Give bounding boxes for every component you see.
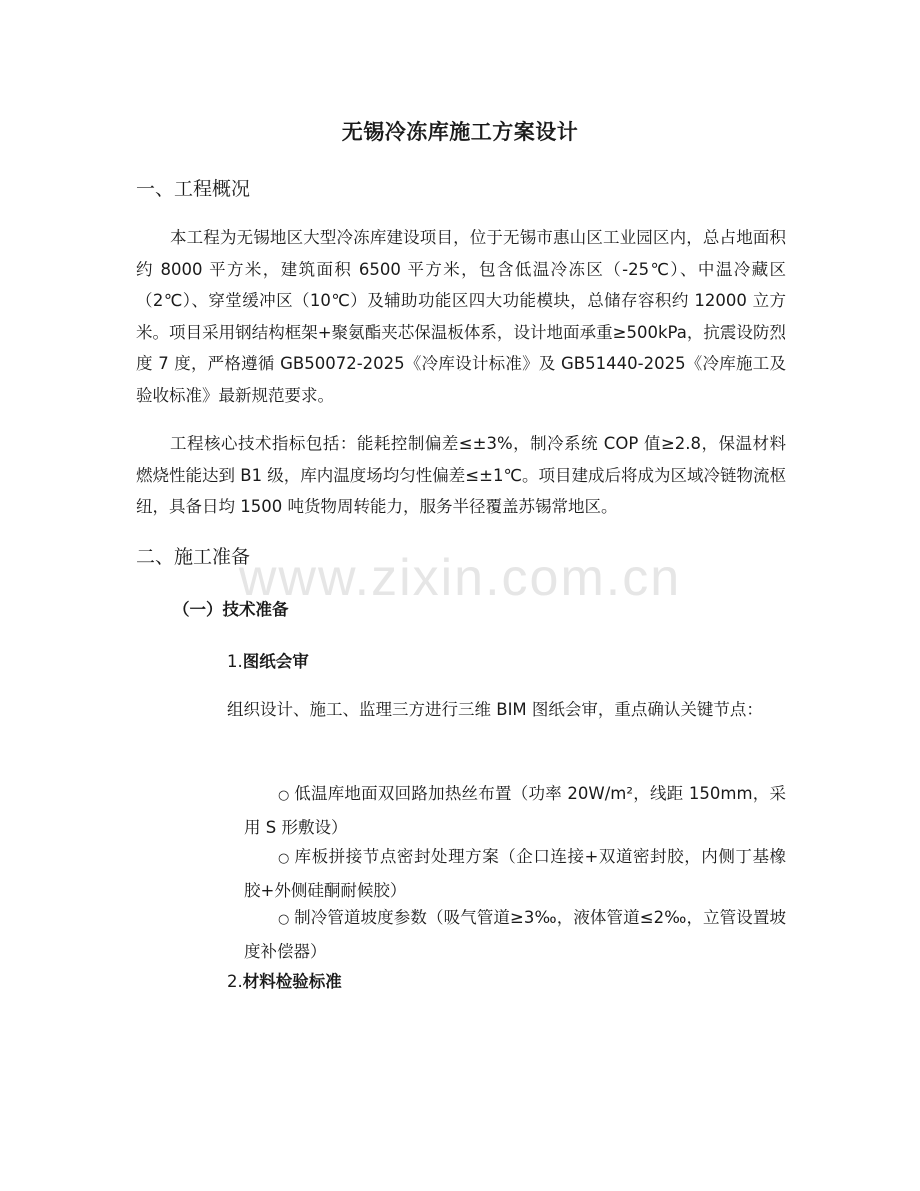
section-heading-overview: 一、工程概况 — [136, 178, 251, 200]
list-item — [244, 902, 786, 967]
item-title: 材料检验标准 — [242, 972, 342, 991]
bullet-marker: ○ — [278, 851, 290, 866]
bullet-text: 低温库地面双回路加热丝布置（功率 20W/m²，线距 150mm，采用 S 形敷设） — [244, 784, 786, 837]
bullet-text: 制冷管道坡度参数（吸气管道≥3‰，液体管道≤2‰，立管设置坡度补偿器） — [244, 908, 786, 961]
item-heading-drawing-review — [227, 648, 309, 672]
item-heading-material-inspection — [227, 968, 342, 992]
bullet-marker: ○ — [278, 912, 290, 927]
bullet-text: 库板拼接节点密封处理方案（企口连接+双道密封胶，内侧丁基橡胶+外侧硅酮耐候胶） — [244, 847, 786, 900]
watermark: www.zixin.com.cn — [238, 549, 682, 607]
overview-paragraph-1: 本工程为无锡地区大型冷冻库建设项目，位于无锡市惠山区工业园区内，总占地面积约 8000 平方米，建筑面积 6500 平方米，包含低温冷冻区（-25℃）、中温冷藏区（2℃）、穿堂缓冲区（10℃）及辅助功能区四大功能模块，总储存容积约 12000 立方米。项目采用钢结构框架+聚氨酯夹芯保温板体系，设计地面承重≥500kPa，抗震设防烈度 7 度，严格遵循 GB50072-2025《冷库设计标准》及 GB51440-2025《冷库施工及验收标准》最新规范要求。 — [136, 228, 786, 405]
item-title: 图纸会审 — [242, 652, 309, 671]
subsection-heading-technical: （一）技术准备 — [173, 600, 289, 619]
section-heading-preparation: 二、施工准备 — [136, 546, 251, 568]
list-item — [244, 841, 786, 906]
list-item — [244, 778, 786, 843]
overview-paragraph-2: 工程核心技术指标包括：能耗控制偏差≤±3%，制冷系统 COP 值≥2.8，保温材料燃烧性能达到 B1 级，库内温度场均匀性偏差≤±1℃。项目建成后将成为区域冷链物流枢纽，具备日均 1500 吨货物周转能力，服务半径覆盖苏锡常地区。 — [136, 434, 786, 516]
bullet-marker: ○ — [278, 788, 290, 803]
item-number: 2. — [227, 972, 243, 991]
item-number: 1. — [227, 652, 243, 671]
page-title: 无锡冷冻库施工方案设计 — [341, 120, 579, 144]
drawing-review-text: 组织设计、施工、监理三方进行三维 BIM 图纸会审，重点确认关键节点： — [227, 700, 763, 719]
